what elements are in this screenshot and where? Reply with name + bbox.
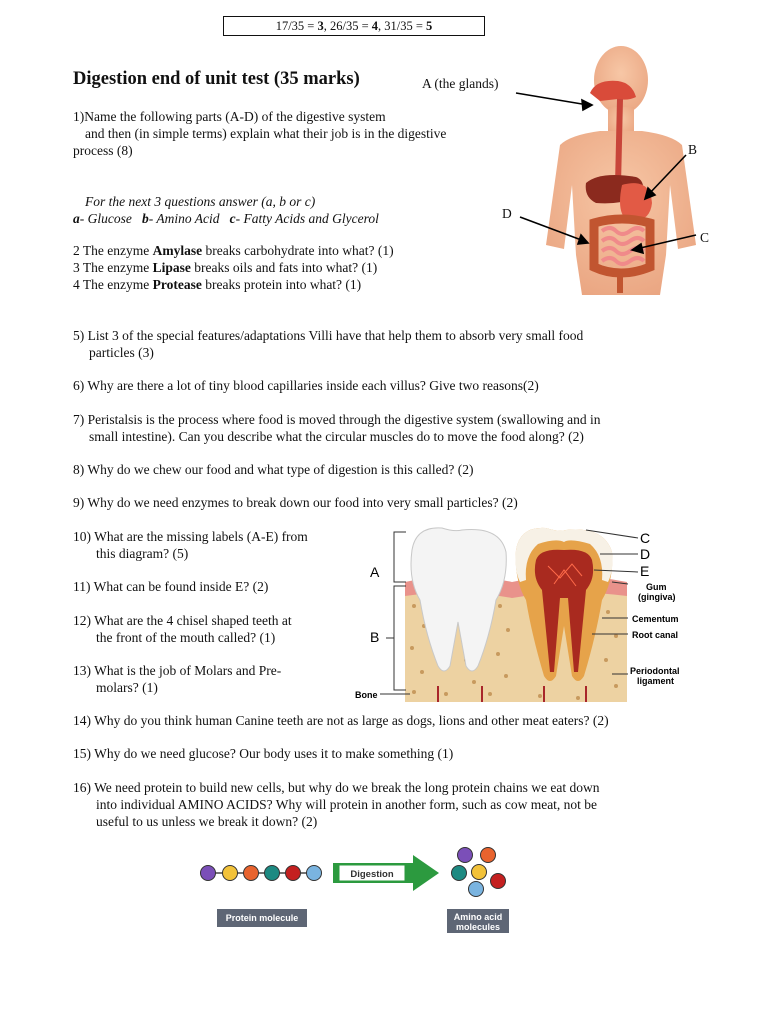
body-label-c: C [700, 230, 710, 245]
question-10 [73, 528, 308, 562]
option-key: c [229, 211, 236, 226]
tooth-label-b: B [370, 629, 380, 645]
question-line: and then (in simple terms) explain what their job is in the digestive [85, 126, 447, 141]
answer-key-options [73, 210, 379, 227]
body-label-a: A (the glands) [422, 76, 499, 91]
root-canal-label: Root canal [632, 630, 679, 640]
question-line: into individual AMINO ACIDS? Why will protein in another form, such as cow meat, not be [96, 797, 598, 812]
oesophagus [618, 99, 620, 185]
gum-label-2: (gingiva) [638, 592, 676, 602]
grade-part: , 31/35 = [378, 19, 427, 33]
enzyme-name: Amylase [152, 243, 203, 258]
question-14: 14) Why do you think human Canine teeth are not as large as dogs, lions and other meat eaters? (2) [73, 713, 609, 728]
option-key: a [73, 211, 80, 226]
protein-digestion-diagram [195, 845, 520, 937]
option-key: b [141, 211, 149, 226]
body-label-b: B [688, 142, 698, 157]
question-16 [73, 779, 600, 830]
q-post: breaks protein into what? (1) [201, 277, 362, 292]
amino-acid-label-2: molecules [455, 922, 501, 932]
grade-value: 5 [426, 19, 433, 33]
question-6: 6) Why are there a lot of tiny blood capillaries inside each villus? Give two reasons(2) [73, 378, 539, 393]
q-pre: 3 The enzyme [73, 260, 153, 275]
question-line: 5) List 3 of the special features/adaptations Villi have that help them to absorb very small food [73, 328, 584, 343]
question-line: 16) We need protein to build new cells, but why do we break the long protein chains we eat down [73, 780, 600, 795]
question-line: 12) What are the 4 chisel shaped teeth at [73, 613, 292, 628]
question-line: molars? (1) [96, 680, 158, 695]
tooth-label-e: E [640, 563, 650, 579]
q-post: breaks carbohydrate into what? (1) [202, 243, 394, 258]
brackets [386, 532, 406, 690]
tooth-diagram [350, 526, 695, 708]
question-15: 15) Why do we need glucose? Our body uses it to make something (1) [73, 746, 454, 761]
question-line: 7) Peristalsis is the process where food is moved through the digestive system (swallowing and in [73, 412, 601, 427]
question-7 [73, 411, 601, 445]
grade-value: 4 [371, 19, 379, 33]
question-line: the front of the mouth called? (1) [96, 630, 276, 645]
digestion-label: Digestion [350, 869, 394, 880]
digestive-system-diagram [500, 45, 720, 300]
question-5 [73, 327, 583, 361]
question-8: 8) Why do we chew our food and what type of digestion is this called? (2) [73, 462, 474, 477]
question-line: process (8) [73, 143, 133, 158]
amino-acid-label: Amino acid [453, 912, 503, 922]
amino-acids [452, 848, 506, 897]
answer-key [73, 193, 379, 227]
option-text: - Amino Acid [148, 211, 220, 226]
question-4 [73, 276, 394, 293]
question-13 [73, 662, 281, 696]
protein-molecule-label: Protein molecule [225, 913, 299, 923]
question-3 [73, 259, 394, 276]
grade-boundaries-box [223, 16, 485, 36]
q-pre: 2 The enzyme [73, 243, 153, 258]
option-text: - Glucose [79, 211, 132, 226]
body-label-d: D [502, 206, 512, 221]
question-2 [73, 242, 394, 259]
gum-label: Gum [646, 582, 667, 592]
question-12 [73, 612, 292, 646]
tooth-label-c: C [640, 530, 651, 546]
grade-part: , 26/35 = [323, 19, 372, 33]
question-line: 1)Name the following parts (A-D) of the digestive system [73, 109, 386, 124]
question-line: small intestine). Can you describe what the circular muscles do to move the food along? (2) [89, 429, 584, 444]
enzyme-name: Lipase [152, 260, 191, 275]
question-line: this diagram? (5) [96, 546, 189, 561]
question-9: 9) Why do we need enzymes to break down our food into very small particles? (2) [73, 495, 518, 510]
grade-value: 3 [317, 19, 324, 33]
enzyme-name: Protease [152, 277, 202, 292]
tooth-label-a: A [370, 564, 380, 580]
tooth-label-d: D [640, 546, 651, 562]
question-line: 10) What are the missing labels (A-E) from [73, 529, 308, 544]
periodontal-label: Periodontal [630, 666, 680, 676]
page-title: Digestion end of unit test (35 marks) [73, 69, 360, 89]
cementum-label: Cementum [632, 614, 679, 624]
bone-label: Bone [355, 690, 378, 700]
answer-key-instruction: For the next 3 questions answer (a, b or c) [85, 194, 316, 209]
question-1 [73, 108, 513, 159]
grade-part: 17/35 = [275, 19, 318, 33]
question-line: particles (3) [89, 345, 154, 360]
question-11: 11) What can be found inside E? (2) [73, 579, 269, 594]
question-line: 13) What is the job of Molars and Pre- [73, 663, 282, 678]
option-text: - Fatty Acids and Glycerol [235, 211, 379, 226]
q-post: breaks oils and fats into what? (1) [190, 260, 378, 275]
question-line: useful to us unless we break it down? (2) [96, 814, 318, 829]
enzyme-questions [73, 242, 394, 293]
periodontal-label-2: ligament [637, 676, 675, 686]
q-pre: 4 The enzyme [73, 277, 153, 292]
